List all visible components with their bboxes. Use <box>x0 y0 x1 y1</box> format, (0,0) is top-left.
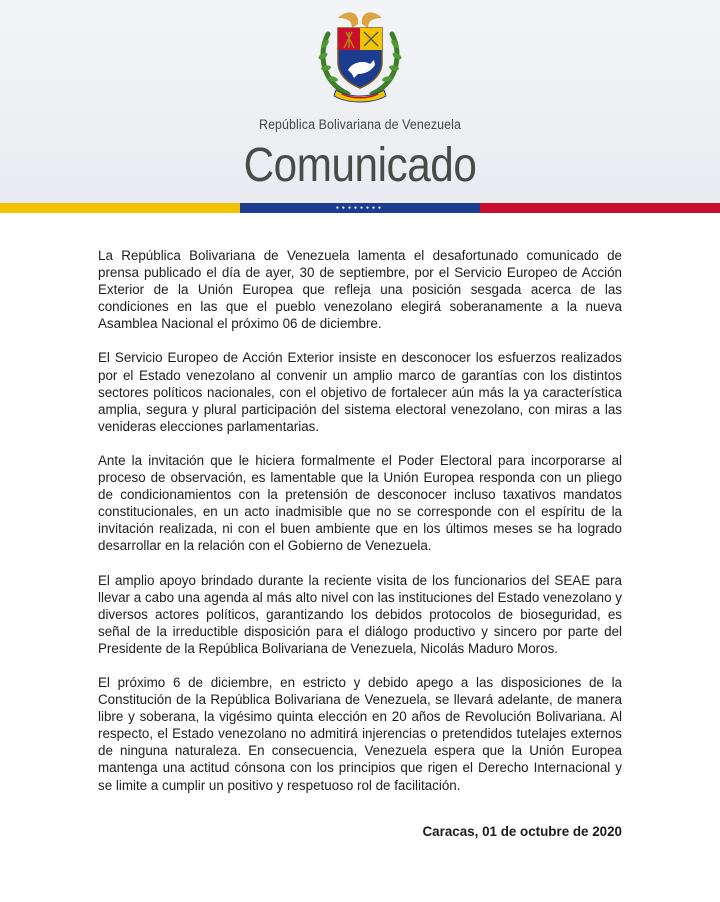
paragraph-4: El amplio apoyo brindado durante la reciente visita de los funcionarios del SEAE para llevar a cabo una agenda al más alto nivel con las instituciones del Estado venezolano y diversos actores políticos, garantizando los debidos protocolos de bioseguridad, es señal de la irreductible disposición para el diálogo productivo y sincero por parte del Presidente de la República Bolivariana de Venezuela, Nicolás Maduro Moros. <box>98 572 622 656</box>
flag-stripe <box>0 203 720 213</box>
communique-body <box>98 247 622 811</box>
flag-red-stripe <box>480 203 720 213</box>
paragraph-1: La República Bolivariana de Venezuela lamenta el desafortunado comunicado de prensa publicado el día de ayer, 30 de septiembre, por el Servicio Europeo de Acción Exterior de la Unión Europea que refleja una posición sesgada acerca de las condiciones en las que el pueblo venezolano elegirá soberanamente a la nueva Asamblea Nacional el próximo 06 de diciembre. <box>98 248 622 332</box>
letterhead <box>0 0 720 212</box>
paragraph-5: El próximo 6 de diciembre, en estricto y debido apego a las disposiciones de la Constitución de la República Bolivariana de Venezuela, se llevará adelante, de manera libre y soberana, la vigésimo quinta elección en 20 años de Revolución Bolivariana. Al respecto, el Estado venezolano no admitirá injerencias o pretendidos tutelajes externos de ninguna naturaleza. En consecuencia, Venezuela espera que la Unión Europea mantenga una actitud cónsona con los principios que rigen el Derecho Internacional y se limite a cumplir un positivo y respetuoso rol de facilitación. <box>98 674 622 793</box>
flag-blue-stripe <box>240 203 480 213</box>
flag-yellow-stripe <box>0 203 240 213</box>
paragraph-2: El Servicio Europeo de Acción Exterior insiste en desconocer los esfuerzos realizados por el Estado venezolano al convenir un amplio marco de garantías con los distintos sectores políticos nacionales, con el objetivo de fortalecer aún más la ya característica amplia, segura y plural participación del sistema electoral venezolano, con miras a las venideras elecciones parlamentarias. <box>98 350 622 434</box>
date-signature: Caracas, 01 de octubre de 2020 <box>422 824 622 839</box>
page-title: Comunicado <box>243 139 477 192</box>
paragraph-3: Ante la invitación que le hiciera formalmente el Poder Electoral para incorporarse al proceso de observación, es lamentable que la Unión Europea responda con un pliego de condicionamientos con la pretensión de desconocer incluso taxativos mandatos constitucionales, en un acto inadmisible que no se corresponde con el espíritu de la invitación realizada, ni con el buen ambiente que en los últimos meses se ha logrado desarrollar en la relación con el Gobierno de Venezuela. <box>98 452 622 554</box>
venezuela-coat-of-arms-icon <box>308 4 412 108</box>
stars-icon: ●●●●●●●● <box>335 205 385 211</box>
republic-name: República Bolivariana de Venezuela <box>259 117 461 132</box>
